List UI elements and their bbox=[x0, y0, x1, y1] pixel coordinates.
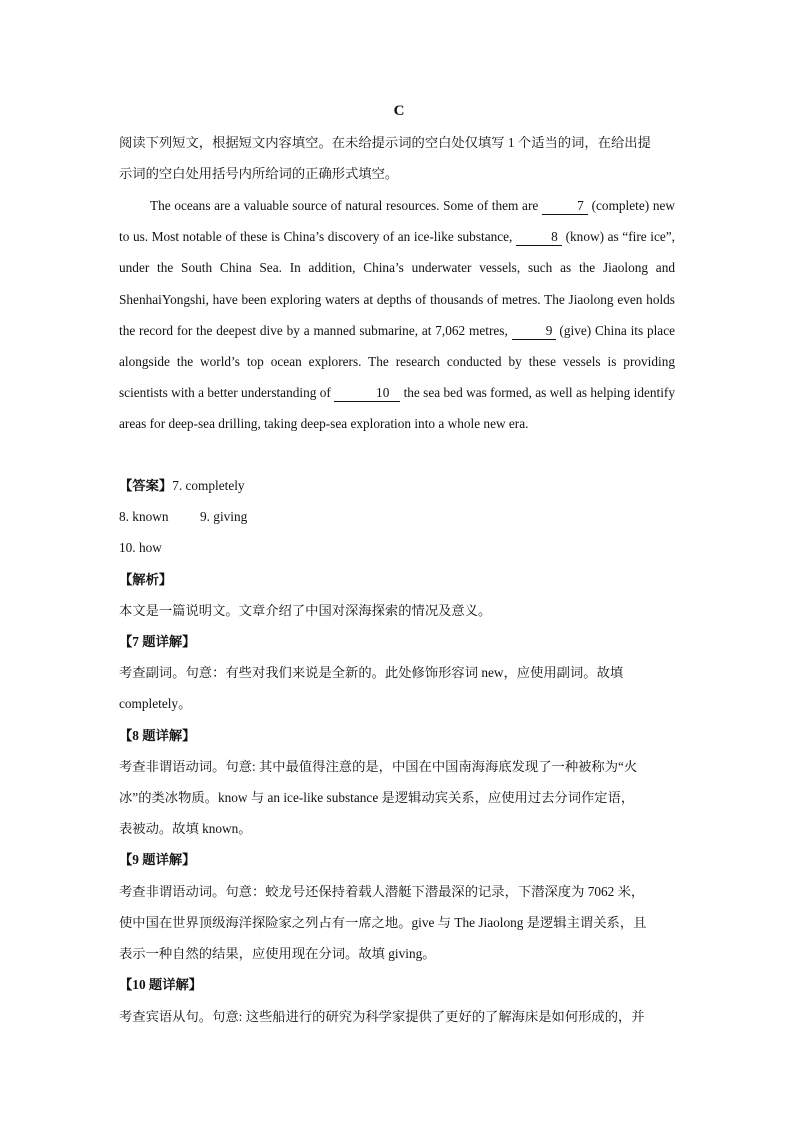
blank-8: 8 bbox=[516, 229, 562, 246]
blank-10: 10 bbox=[334, 385, 400, 402]
instruction-line-2: 示词的空白处用括号内所给词的正确形式填空。 bbox=[119, 166, 399, 181]
passage-text: (complete) new to us. Most notable of these is China’s discovery of an ice-like substance, bbox=[119, 198, 675, 245]
q8-line-1: 考查非谓语动词。句意: 其中最值得注意的是，中国在中国南海海底发现了一种被称为“火 bbox=[119, 759, 638, 774]
q9-line-1: 考查非谓语动词。句意：蛟龙号还保持着载人潜艇下潜最深的记录，下潜深度为 7062 米， bbox=[119, 884, 645, 899]
section-letter: C bbox=[393, 103, 405, 119]
answer-line-3: 10. how bbox=[119, 540, 162, 555]
answer-line-2 bbox=[119, 507, 247, 527]
answer-8: 8. known bbox=[119, 509, 169, 524]
passage-text: (know) as “fire ice”, under the South China Sea. In addition, China’s underwater vessels, such as the Jiaolong and ShenhaiYongshi, have been exploring waters at depths of thousands of metres. The Jiaolong even holds the record for the deepest dive by a manned submarine, at 7,062 metres, bbox=[119, 229, 675, 338]
analysis-summary: 本文是一篇说明文。文章介绍了中国对深海探索的情况及意义。 bbox=[119, 603, 492, 618]
passage-text: (give) China its place alongside the world’s top ocean explorers. The research conducted by these vessels is providing scientists with a better understanding of bbox=[119, 322, 675, 401]
answer-line-1 bbox=[119, 476, 245, 496]
q8-heading: 【8 题详解】 bbox=[119, 728, 196, 743]
passage-text: the sea bed was formed, as well as helping identify areas for deep-sea drilling, taking deep-sea exploration into a whole new era. bbox=[119, 385, 676, 432]
blank-9: 9 bbox=[512, 323, 556, 340]
q8-line-2: 冰”的类冰物质。know 与 an ice-like substance 是逻辑动宾关系，应使用过去分词作定语， bbox=[119, 790, 635, 805]
answer-9: 9. giving bbox=[200, 509, 248, 524]
q8-line-3: 表被动。故填 known。 bbox=[119, 821, 252, 836]
q7-line-1: 考查副词。句意：有些对我们来说是全新的。此处修饰形容词 new，应使用副词。故填 bbox=[119, 665, 624, 680]
q7-heading: 【7 题详解】 bbox=[119, 634, 196, 649]
answer-label: 【答案】 bbox=[119, 478, 173, 493]
answer-7: 7. completely bbox=[172, 478, 245, 493]
analysis-label: 【解析】 bbox=[119, 572, 173, 587]
q9-line-2: 使中国在世界顶级海洋探险家之列占有一席之地。give 与 The Jiaolong 是逻辑主谓关系，且 bbox=[119, 915, 647, 930]
passage-text: The oceans are a valuable source of natural resources. Some of them are bbox=[150, 198, 542, 213]
q10-heading: 【10 题详解】 bbox=[119, 977, 203, 992]
q7-line-2: completely。 bbox=[119, 696, 192, 711]
blank-7: 7 bbox=[542, 198, 588, 215]
passage bbox=[119, 190, 675, 440]
q10-line-1: 考查宾语从句。句意: 这些船进行的研究为科学家提供了更好的了解海床是如何形成的，并 bbox=[119, 1009, 645, 1024]
q9-line-3: 表示一种自然的结果，应使用现在分词。故填 giving。 bbox=[119, 946, 436, 961]
instruction-line-1: 阅读下列短文，根据短文内容填空。在未给提示词的空白处仅填写 1 个适当的词，在给出提 bbox=[119, 135, 651, 150]
q9-heading: 【9 题详解】 bbox=[119, 852, 196, 867]
